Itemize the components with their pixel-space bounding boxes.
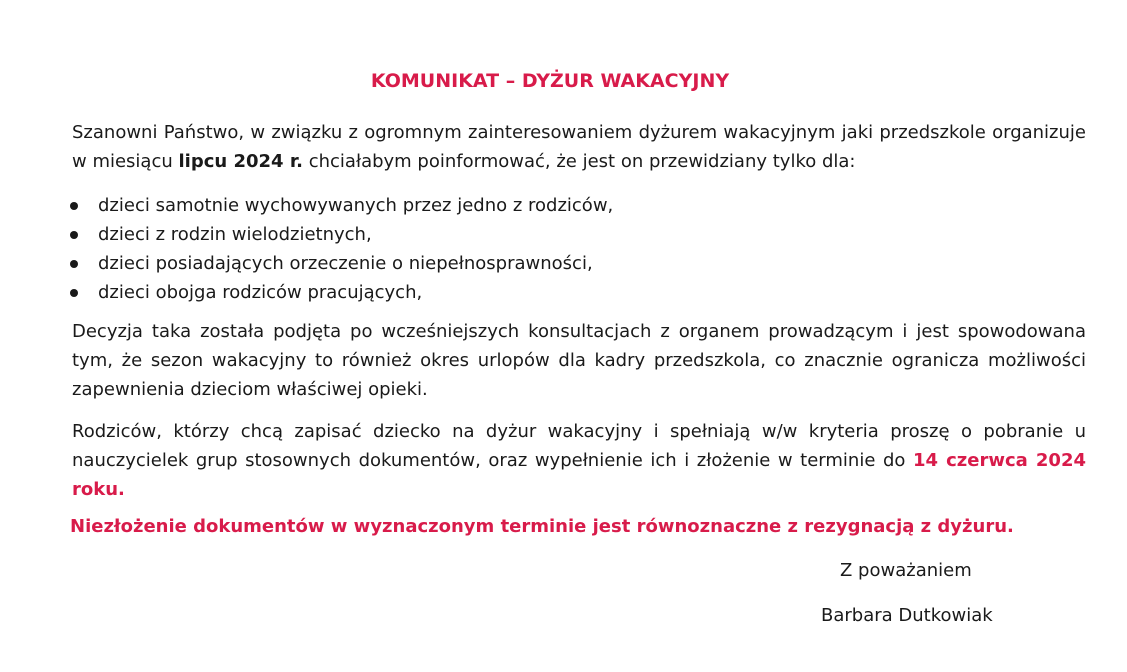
intro-paragraph [45, 118, 1086, 176]
list-item-label: dzieci posiadających orzeczenie o niepełnosprawności, [98, 253, 593, 274]
bullet-icon [70, 202, 78, 210]
list-item [66, 220, 613, 249]
intro-text-start: Szanowni Państwo, w związku z ogromnym zainteresowaniem dyżurem wakacyjnym jaki przedszkole organizuje w miesiącu [72, 122, 1086, 172]
bullet-icon [70, 289, 78, 297]
page-title: KOMUNIKAT – DYŻUR WAKACYJNY [370, 70, 730, 92]
list-item-label: dzieci z rodzin wielodzietnych, [98, 224, 372, 245]
decision-paragraph: Decyzja taka została podjęta po wcześniejszych konsultacjach z organem prowadzącym i jest spowodowana tym, że sezon wakacyjny to również okres urlopów dla kadry przedszkola, co znacznie ogranicza możliwości zapewnienia dzieciom właściwej opieki. [72, 321, 1086, 400]
signature-name: Barbara Dutkowiak [821, 605, 993, 626]
parents-text: Rodziców, którzy chcą zapisać dziecko na dyżur wakacyjny i spełniają w/w kryteria proszę o pobranie u nauczycielek grup stosownych dokumentów, oraz wypełnienie ich i złożenie w terminie do [72, 421, 1086, 471]
closing-phrase: Z poważaniem [840, 560, 972, 581]
list-item [66, 278, 613, 307]
warning-notice: Niezłożenie dokumentów w wyznaczonym terminie jest równoznaczne z rezygnacją z dyżuru. [70, 516, 1014, 537]
list-item-label: dzieci samotnie wychowywanych przez jedno z rodziców, [98, 195, 614, 216]
list-item [66, 191, 613, 220]
list-item [66, 249, 613, 278]
list-item-label: dzieci obojga rodziców pracujących, [98, 282, 423, 303]
deadline-date: 14 czerwca 2024 roku. [72, 450, 1086, 500]
intro-date: lipcu 2024 r. [178, 151, 303, 172]
bullet-icon [70, 231, 78, 239]
intro-text-end: chciałabym poinformować, że jest on przewidziany tylko dla: [303, 151, 856, 172]
bullet-icon [70, 260, 78, 268]
eligibility-list [66, 191, 613, 307]
parents-paragraph [45, 417, 1086, 504]
